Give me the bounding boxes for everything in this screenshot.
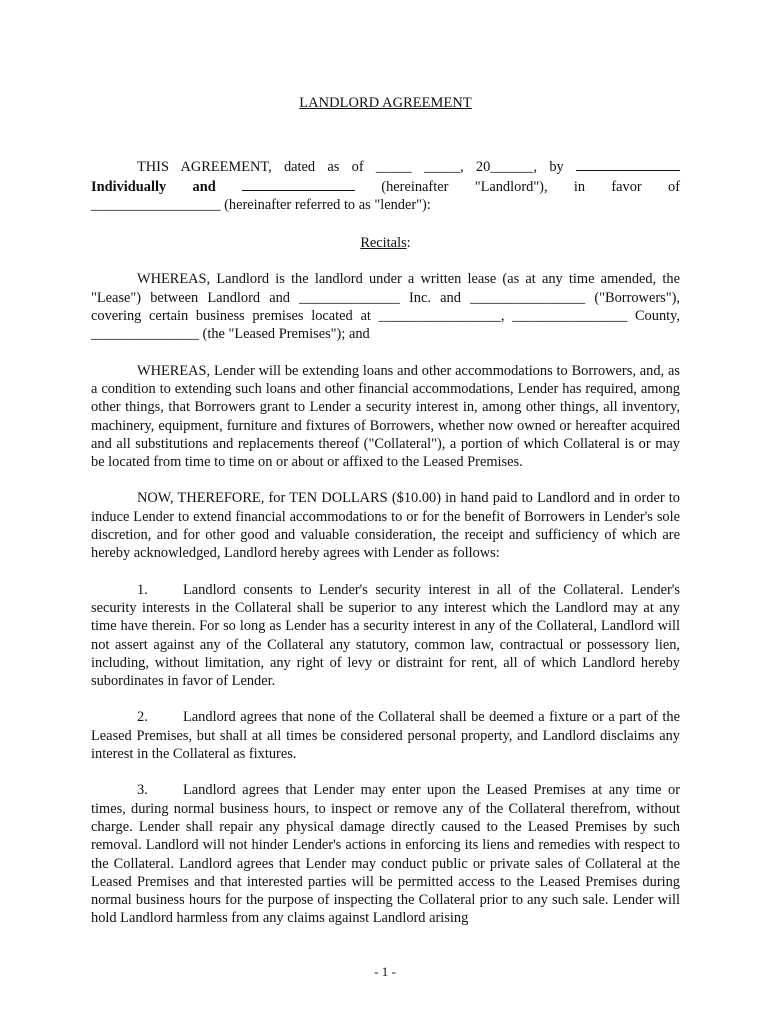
whereas-paragraph-1: WHEREAS, Landlord is the landlord under a written lease (as at any time amended, the "Lease") between Landlord and ______________ Inc. and ________________ ("Borrowers"), covering certain business premises located at _________________, ________________ County, _______________ (the "Leased Premises"); and (91, 271, 680, 343)
clause-number: 1. (137, 581, 148, 598)
therefore-paragraph: NOW, THEREFORE, for TEN DOLLARS ($10.00) in hand paid to Landlord and in order to induce Lender to extend financial accommodations to or for the benefit of Borrowers in Lender's sole discretion, and for other good and valuable consideration, the receipt and sufficiency of which are hereby acknowledged, Landlord hereby agrees with Lender as follows: (91, 490, 680, 562)
intro-paragraph (91, 157, 680, 214)
intro-text-3: __________________ (hereinafter referred to as "lender"): (91, 196, 431, 213)
recitals-heading (91, 234, 680, 252)
landlord-name-blank (242, 177, 355, 191)
intro-text-2: (hereinafter "Landlord"), in favor of (381, 178, 680, 195)
recitals-colon: : (406, 235, 411, 252)
page-number: - 1 - (374, 964, 396, 979)
document-title: LANDLORD AGREEMENT (299, 95, 472, 111)
clause-text: Landlord agrees that none of the Collateral shall be deemed a fixture or a part of the Leased Premises, but shall at all times be considered personal property, and Landlord disclaims any interest in the Collateral as fixtures. (91, 709, 680, 763)
clause-2 (91, 708, 680, 763)
clause-number: 2. (137, 709, 148, 726)
clause-text: Landlord consents to Lender's security interest in all of the Collateral. Lender's security interests in the Collateral shall be superior to any interest which the Landlord may at any time have therein. For so long as Lender has a security interest in any of the Collateral, Landlord will not assert against any of the Collateral any statutory, common law, contractual or possessory lien, including, without limitation, any right of levy or distraint for rent, all of which Landlord hereby subordinates in favor of Lender. (91, 581, 680, 690)
whereas-paragraph-2: WHEREAS, Lender will be extending loans and other accommodations to Borrowers, and, as a condition to extending such loans and other financial accommodations, Lender has required, among other things, that Borrowers grant to Lender a security interest in, among other things, all inventory, machinery, equipment, furniture and fixtures of Borrowers, whether now owned or hereafter acquired and all substitutions and replacements thereof ("Collateral"), a portion of which Collateral is or may be located from time to time on or about or affixed to the Leased Premises. (91, 362, 680, 471)
party-blank (576, 157, 680, 171)
clause-1 (91, 581, 680, 691)
intro-text-1: THIS AGREEMENT, dated as of _____ _____, 20______, by (137, 159, 576, 176)
clause-3 (91, 781, 680, 927)
intro-individually: Individually (91, 178, 167, 195)
clause-number: 3. (137, 782, 148, 799)
intro-and: and (192, 178, 216, 195)
recitals-label: Recitals (360, 235, 407, 252)
clause-text: Landlord agrees that Lender may enter upon the Leased Premises at any time or times, during normal business hours, to inspect or remove any of the Collateral therefrom, without charge. Lender shall repair any physical damage directly caused to the Leased Premises by such removal. Landlord will not hinder Lender's actions in enforcing its liens and remedies with respect to the Collateral. Landlord agrees that Lender may conduct public or private sales of Collateral at the Leased Premises and that interested parties will be permitted access to the Leased Premises during normal business hours for the purpose of inspecting the Collateral prior to any such sale. Lender will hold Landlord harmless from any claims against Landlord arising (91, 782, 680, 927)
